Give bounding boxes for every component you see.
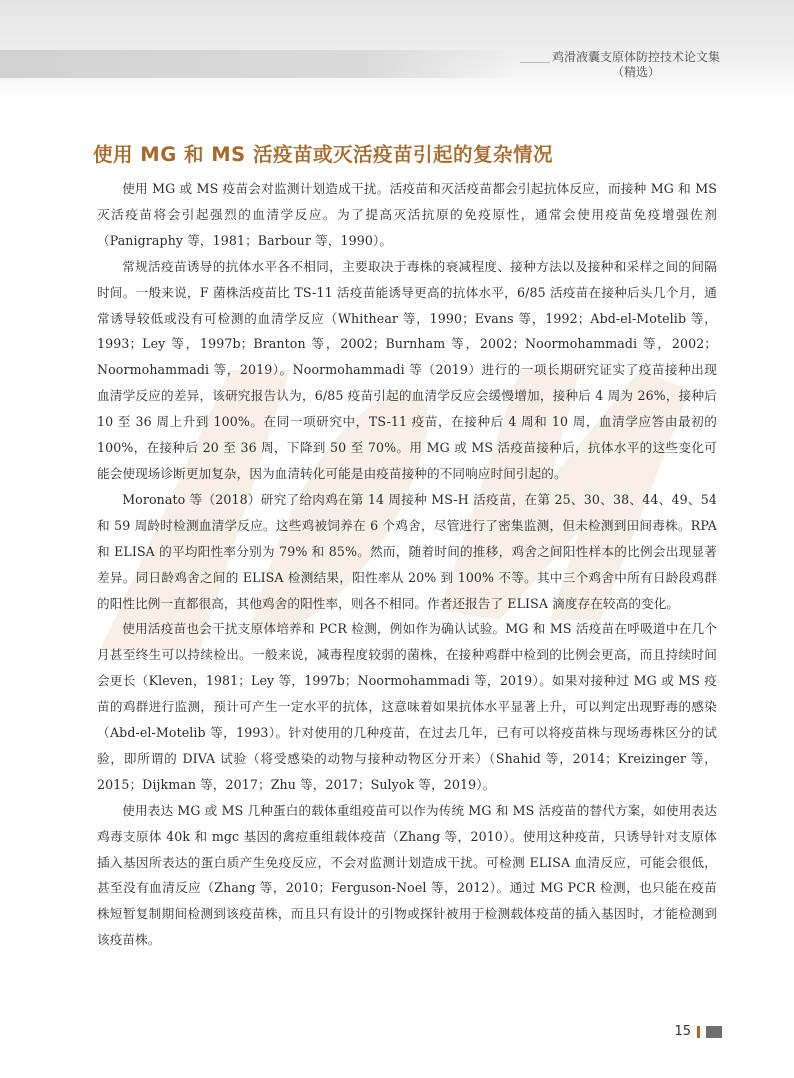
running-head [552,50,720,80]
running-head-subtitle: （精选） [611,65,660,79]
paragraph-3: Moronato 等（2018）研究了给肉鸡在第 14 周接种 MS-H 活疫苗，在第 25、30、38、44、49、54 和 59 周龄时检测血清学反应。这些鸡被饲养在 6 个鸡舍，尽管进行了密集监测，但未检测到田间毒株。RPA 和 ELISA 的平均阳性率分别为 79% 和 85%。然而，随着时间的推移，鸡舍之间阳性样本的比例会出现显著差异。同日龄鸡舍之间的 ELISA 检测结果，阳性率从 20% 到 100% 不等。其中三个鸡舍中所有日龄段鸡群的阳性比例一直都很高，其他鸡舍的阳性率，则各不相同。作者还报告了 ELISA 滴度存在较高的变化。 [97,491,717,611]
header-rule [520,62,550,63]
page-footer [674,1024,722,1039]
folio-grey-block [706,1026,722,1038]
header-band-dark-strip [0,50,520,78]
section-title: 使用 MG 和 MS 活疫苗或灭活疫苗引起的复杂情况 [93,143,554,166]
paragraph-2: 常规活疫苗诱导的抗体水平各不相同，主要取决于毒株的衰减程度、接种方法以及接种和采样之间的间隔时间。一般来说，F 菌株活疫苗比 TS-11 活疫苗能诱导更高的抗体水平，6/85 活疫苗在接种后头几个月，通常诱导较低或没有可检测的血清学反应（Whithear 等，1990；Evans 等，1992；Abd-el-Motelib 等，1993；Ley 等，1997b；Branton 等，2002；Burnham 等，2002；Noormohammadi 等，2002；Noormohammadi 等，2019）。Noormohammadi 等（2019）进行的一项长期研究证实了疫苗接种出现血清学反应的差异，该研究报告认为，6/85 疫苗引起的血清学反应会缓慢增加，接种后 4 周为 26%，接种后 10 至 36 周上升到 100%。在同一项研究中，TS-11 疫苗，在接种后 4 周和 10 周，血清学应答由最初的 100%，在接种后 20 至 36 周，下降到 50 至 70%。用 MG 或 MS 活疫苗接种后，抗体水平的这些变化可能会使现场诊断更加复杂，因为血清转化可能是由疫苗接种的不同响应时间引起的。 [97,258,717,481]
folio-accent-bar [697,1026,700,1038]
main-content [93,142,717,953]
paragraph-4: 使用活疫苗也会干扰支原体培养和 PCR 检测，例如作为确认试验。MG 和 MS 活疫苗在呼吸道中在几个月甚至终生可以持续检出。一般来说，减毒程度较弱的菌株，在接种鸡群中检到的比例会更高，而且持续时间会更长（Kleven，1981；Ley 等，1997b；Noormohammadi 等，2019）。如果对接种过 MG 或 MS 疫苗的鸡群进行监测，预计可产生一定水平的抗体，这意味着如果抗体水平显著上升，可以判定出现野毒的感染（Abd-el-Motelib 等，1993）。针对使用的几种疫苗，在过去几年，已有可以将疫苗株与现场毒株区分的试验，即所谓的 DIVA 试验（将受感染的动物与接种动物区分开来）（Shahid 等，2014；Kreizinger 等，2015；Dijkman 等，2017；Zhu 等，2017；Sulyok 等，2019）。 [97,621,717,792]
page-number: 15 [674,1024,691,1039]
paragraph-1: 使用 MG 或 MS 疫苗会对监测计划造成干扰。活疫苗和灭活疫苗都会引起抗体反应，而接种 MG 和 MS 灭活疫苗将会引起强烈的血清学反应。为了提高灭活抗原的免疫原性，通常会使用疫苗免疫增强佐剂（Panigraphy 等，1981；Barbour 等，1990）。 [97,181,717,248]
paragraph-5: 使用表达 MG 或 MS 几种蛋白的载体重组疫苗可以作为传统 MG 和 MS 活疫苗的替代方案，如使用表达鸡毒支原体 40k 和 mgc 基因的禽痘重组载体疫苗（Zhang 等，2010）。使用这种疫苗，只诱导针对支原体插入基因所表达的蛋白质产生免疫反应，不会对监测计划造成干扰。可检测 ELISA 血清反应，可能会很低，甚至没有血清反应（Zhang 等，2010；Ferguson-Noel 等，2012）。通过 MG PCR 检测，也只能在疫苗株短暂复制期间检测到该疫苗株，而且只有设计的引物或探针被用于检测载体疫苗的插入基因时，才能检测到该疫苗株。 [97,802,717,948]
running-head-title: 鸡滑液囊支原体防控技术论文集 [551,50,720,64]
